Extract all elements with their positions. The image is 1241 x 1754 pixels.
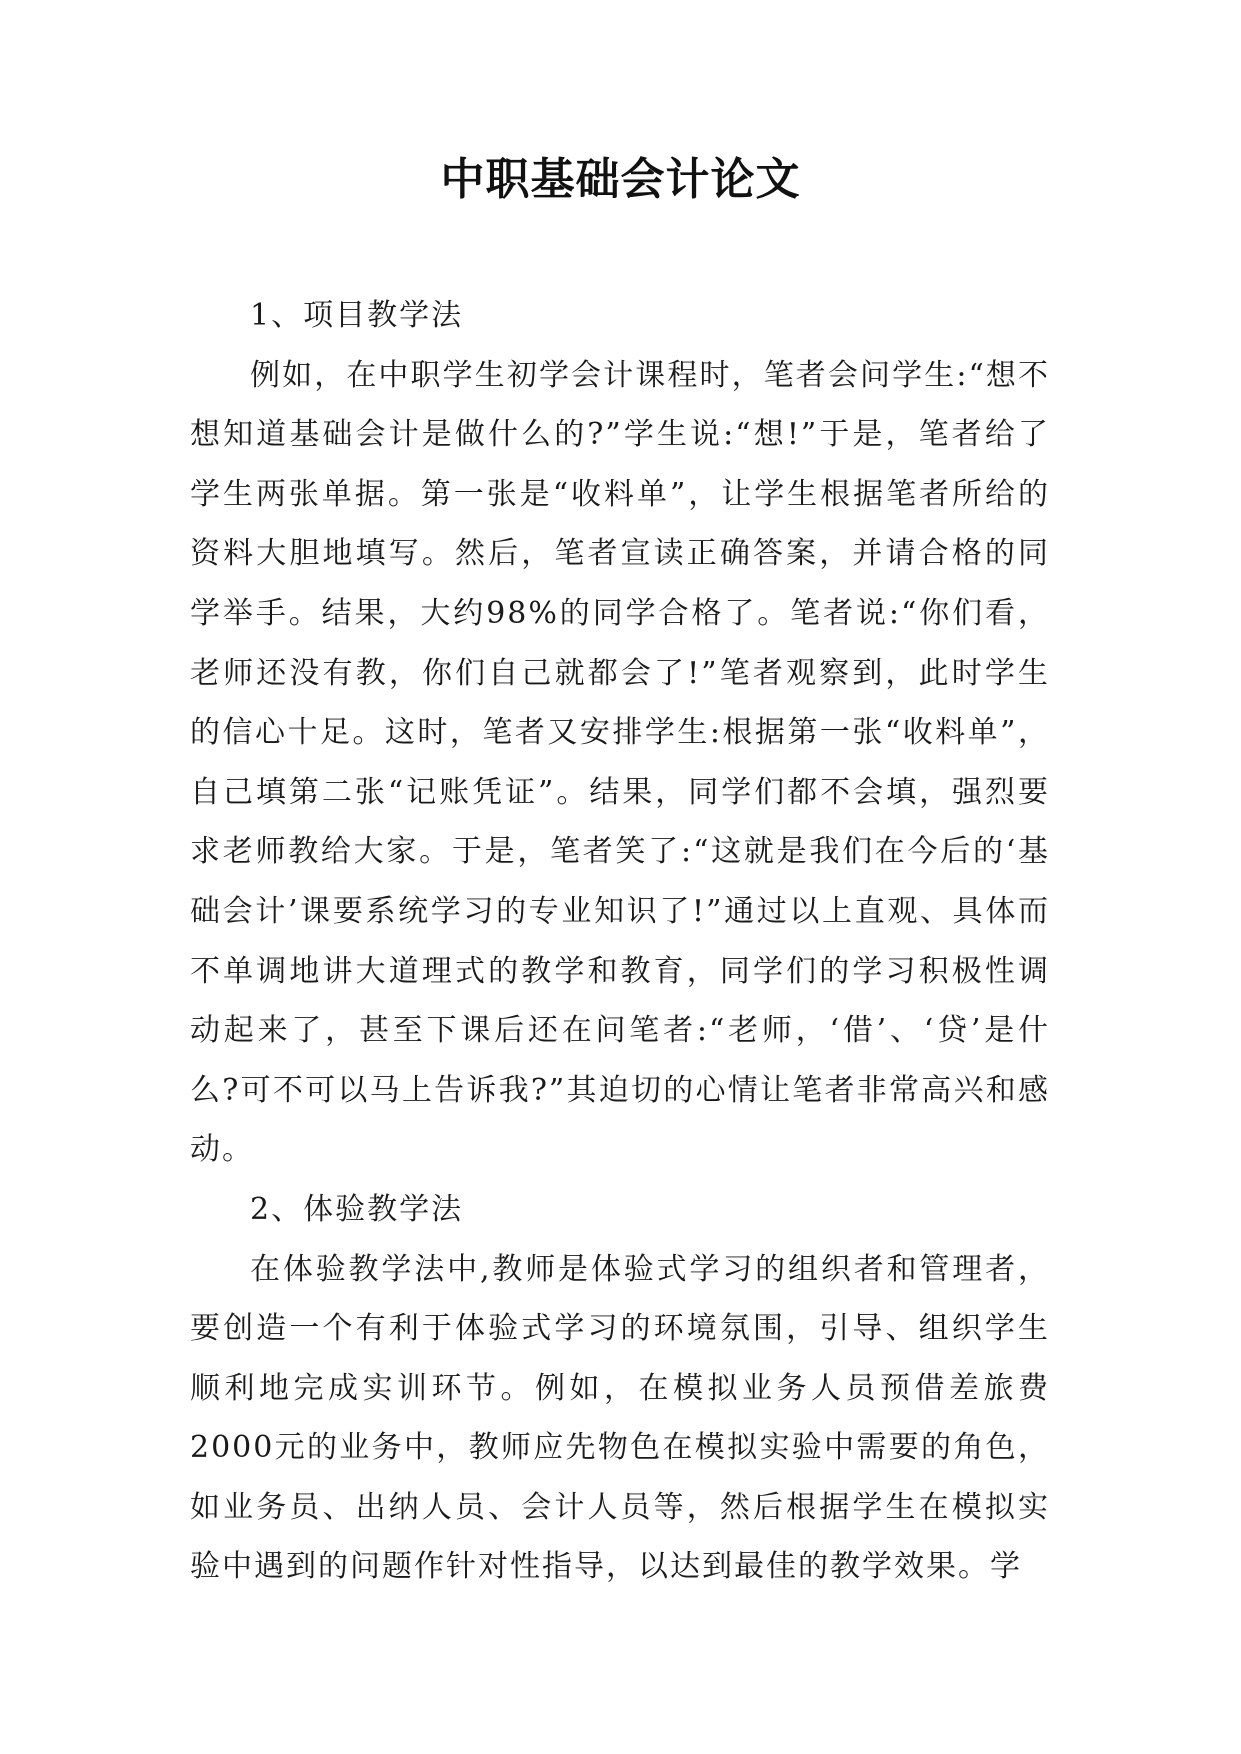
- section-heading-experience-teaching: 2、体验教学法: [250, 1191, 464, 1227]
- paragraph-experience-teaching: 在体验教学法中,教师是体验式学习的组织者和管理者，要创造一个有利于体验式学习的环境氛围，引导、组织学生顺利地完成实训环节。例如，在模拟业务人员预借差旅费2000元的业务中，教师应先物色在模拟实验中需要的角色，如业务员、出纳人员、会计人员等，然后根据学生在模拟实验中遇到的问题作针对性指导，以达到最佳的教学效果。学: [190, 1251, 1050, 1585]
- page-title: 中职基础会计论文: [440, 154, 801, 205]
- section-heading-project-teaching: 1、项目教学法: [250, 298, 464, 333]
- paragraph-project-teaching-example: 例如，在中职学生初学会计课程时，笔者会问学生:“想不想知道基础会计是做什么的?”学生说:“想!”于是，笔者给了学生两张单据。第一张是“收料单”，让学生根据笔者所给的资料大胆地填写。然后，笔者宣读正确答案，并请合格的同学举手。结果，大约98%的同学合格了。笔者说:“你们看，老师还没有教，你们自己就都会了!”笔者观察到，此时学生的信心十足。这时，笔者又安排学生:根据第一张“收料单”，自己填第二张“记账凭证”。结果，同学们都不会填，强烈要求老师教给大家。于是，笔者笑了:“这就是我们在今后的‘基础会计’课要系统学习的专业知识了!”通过以上直观、具体而不单调地讲大道理式的教学和教育，同学们的学习积极性调动起来了，甚至下课后还在问笔者:“老师，‘借’、‘贷’是什么?可不可以马上告诉我?”其迫切的心情让笔者非常高兴和感动。: [190, 357, 1050, 1168]
- document-body: [190, 286, 1050, 1597]
